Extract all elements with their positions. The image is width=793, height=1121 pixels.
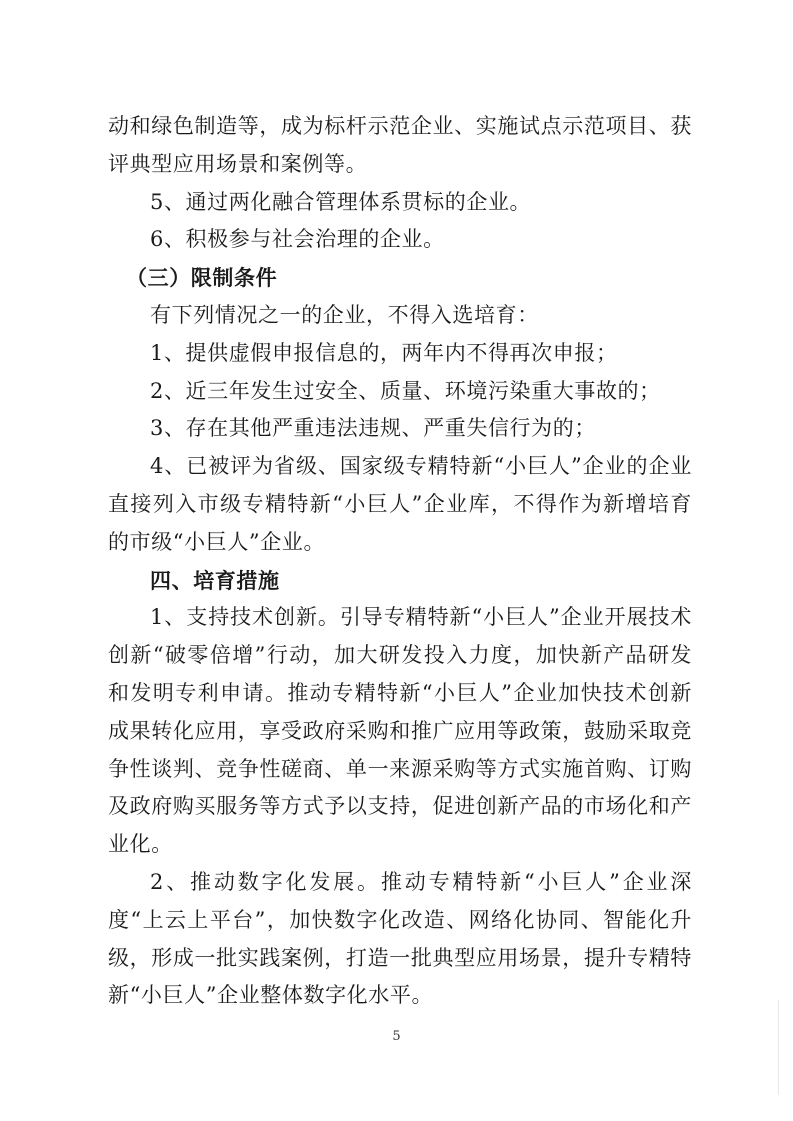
paragraph-restrictions-intro: 有下列情况之一的企业，不得入选培育： — [150, 302, 539, 327]
page-number: 5 — [392, 1029, 401, 1044]
paragraph-continued: 动和绿色制造等，成为标杆示范企业、实施试点示范项目、获评典型应用场景和案例等。 — [108, 114, 692, 176]
paragraph-measure-1: 1、支持技术创新。引导专精特新“小巨人”企业开展技术创新“破零倍增”行动，加大研发投入力度，加快新产品研发和发明专利申请。推动专精特新“小巨人”企业加快技术创新成果转化应用，享受政府采购和推广应用等政策，鼓励采取竞争性谈判、竞争性磋商、单一来源采购等方式实施首购、订购及政府购买服务等方式予以支持，促进创新产品的市场化和产业化。 — [108, 605, 692, 857]
paragraph-restriction-2: 2、近三年发生过安全、质量、环境污染重大事故的； — [150, 378, 661, 403]
body-text — [108, 108, 692, 1015]
paragraph-item-6: 6、积极参与社会治理的企业。 — [150, 227, 445, 252]
section-heading-measures: 四、培育措施 — [150, 567, 280, 593]
paragraph-item-5: 5、通过两化融合管理体系贯标的企业。 — [150, 189, 532, 214]
paragraph-restriction-1: 1、提供虚假申报信息的，两年内不得再次申报； — [150, 340, 618, 365]
paragraph-restriction-3: 3、存在其他严重违法违规、严重失信行为的； — [150, 416, 596, 441]
paragraph-measure-2: 2、推动数字化发展。推动专精特新“小巨人”企业深度“上云上平台”，加快数字化改造、网络化协同、智能化升级，形成一批实践案例，打造一批典型应用场景，提升专精特新“小巨人”企业整体数字化水平。 — [108, 869, 692, 1008]
scan-edge-divider — [778, 1000, 779, 1095]
section-heading-restrictions: （三）限制条件 — [126, 265, 278, 291]
paragraph-restriction-4: 4、已被评为省级、国家级专精特新“小巨人”企业的企业直接列入市级专精特新“小巨人”企业库，不得作为新增培育的市级“小巨人”企业。 — [108, 454, 692, 554]
